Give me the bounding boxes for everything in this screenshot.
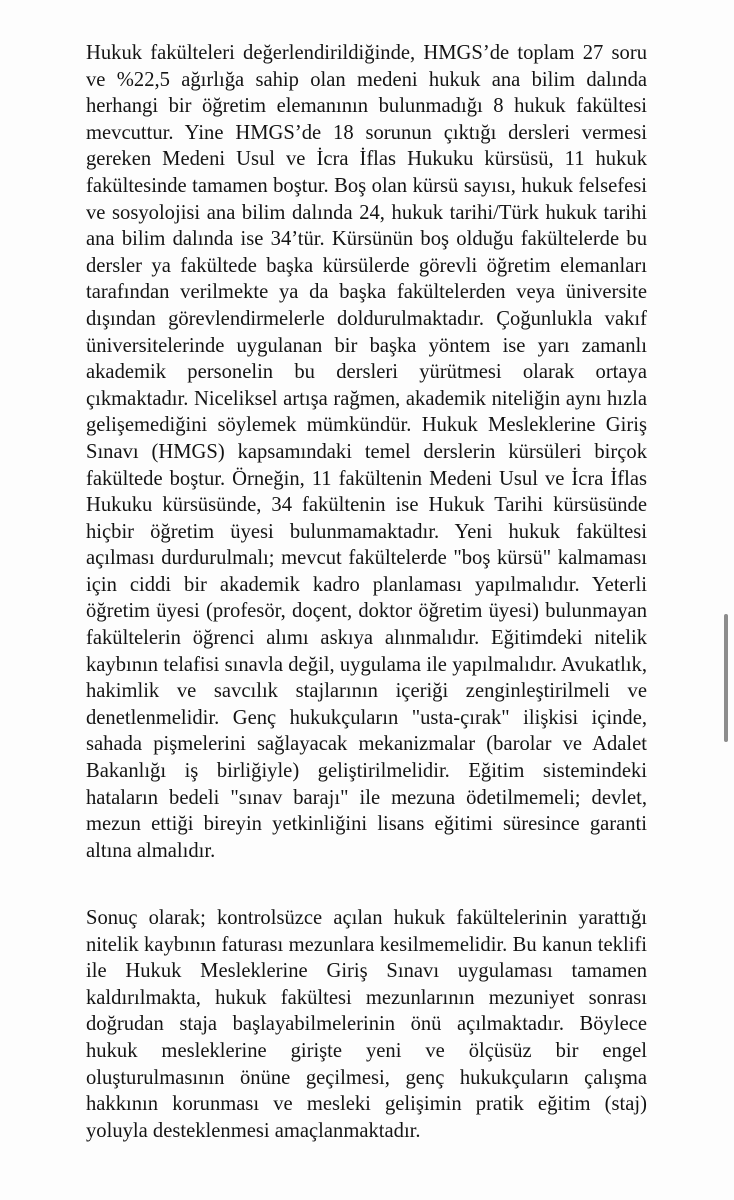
document-body: [86, 40, 647, 864]
document-conclusion: [86, 905, 647, 1144]
paragraph-2: Sonuç olarak; kontrolsüzce açılan hukuk fakültelerinin yarattığı nitelik kaybının faturası mezunlara kesilmemelidir. Bu kanun teklifi ile Hukuk Mesleklerine Giriş Sınavı uygulaması tamamen kaldırılmakta, hukuk fakültesi mezunlarının mezuniyet sonrası doğrudan staja başlayabilmelerinin önü açılmaktadır. Böylece hukuk mesleklerine girişte yeni ve ölçüsüz bir engel oluşturulmasının önüne geçilmesi, genç hukukçuların çalışma hakkının korunması ve mesleki gelişimin pratik eğitim (staj) yoluyla desteklenmesi amaçlanmaktadır.: [86, 907, 647, 1142]
vertical-scrollbar[interactable]: [724, 614, 728, 742]
paragraph-1: Hukuk fakülteleri değerlendirildiğinde, HMGS’de toplam 27 soru ve %22,5 ağırlığa sahip olan medeni hukuk ana bilim dalında herhangi bir öğretim elemanının bulunmadığı 8 hukuk fakültesi mevcuttur. Yine HMGS’de 18 sorunun çıktığı dersleri vermesi gereken Medeni Usul ve İcra İflas Hukuku kürsüsü, 11 hukuk fakültesinde tamamen boştur. Boş olan kürsü sayısı, hukuk felsefesi ve sosyolojisi ana bilim dalında 24, hukuk tarihi/Türk hukuk tarihi ana bilim dalında ise 34’tür. Kürsünün boş olduğu fakültelerde bu dersler ya fakültede başka kürsülerde görevli öğretim elemanları tarafından verilmekte ya da başka fakültelerden veya üniversite dışından görevlendirmelerle doldurulmaktadır. Çoğunlukla vakıf üniversitelerinde uygulanan bir başka yöntem ise yarı zamanlı akademik personelin bu dersleri yürütmesi olarak ortaya çıkmaktadır. Niceliksel artışa rağmen, akademik niteliğin aynı hızla gelişemediğini söylemek mümkündür. Hukuk Mesleklerine Giriş Sınavı (HMGS) kapsamındaki temel derslerin kürsüleri birçok fakültede boştur. Örneğin, 11 fakültenin Medeni Usul ve İcra İflas Hukuku kürsüsünde, 34 fakültenin ise Hukuk Tarihi kürsüsünde hiçbir öğretim üyesi bulunmamaktadır. Yeni hukuk fakültesi açılması durdurulmalı; mevcut fakültelerde "boş kürsü" kalmaması için ciddi bir akademik kadro planlaması yapılmalıdır. Yeterli öğretim üyesi (profesör, doçent, doktor öğretim üyesi) bulunmayan fakültelerin öğrenci alımı askıya alınmalıdır. Eğitimdeki nitelik kaybının telafisi sınavla değil, uygulama ile yapılmalıdır. Avukatlık, hakimlik ve savcılık stajlarının içeriği zenginleştirilmeli ve denetlenmelidir. Genç hukukçuların "usta-çırak" ilişkisi içinde, sahada pişmelerini sağlayacak mekanizmalar (barolar ve Adalet Bakanlığı iş birliğiyle) geliştirilmelidir. Eğitim sistemindeki hataların bedeli "sınav barajı" ile mezuna ödetilmemeli; devlet, mezun ettiği bireyin yetkinliğini lisans eğitimi süresince garanti altına almalıdır.: [86, 42, 647, 862]
